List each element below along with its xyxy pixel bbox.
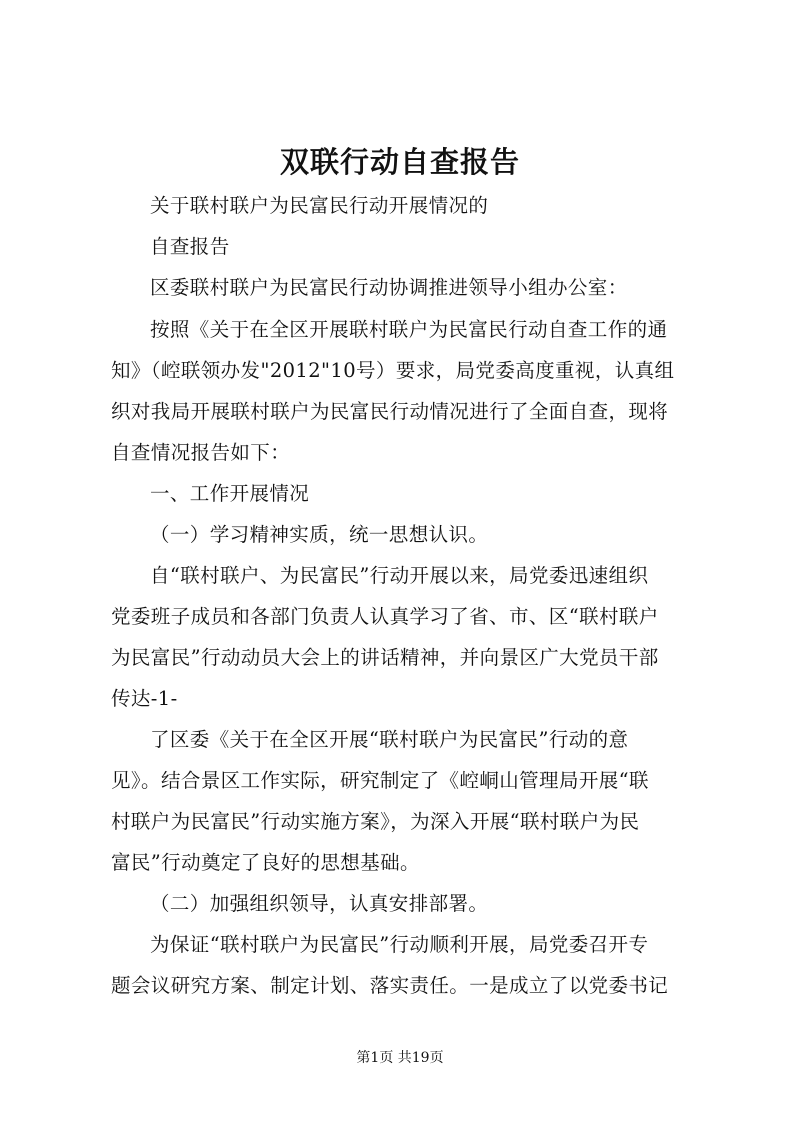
paragraph-line: 了区委《关于在全区开展“联村联户为民富民”行动的意: [150, 728, 629, 751]
paragraph-line: 见》。结合景区工作实际，研究制定了《崆峒山管理局开展“联: [111, 769, 649, 792]
subsection-heading: （一）学习精神实质，统一思想认识。: [150, 523, 489, 546]
paragraph-line: 为保证“联村联户为民富民”行动顺利开展，局党委召开专: [150, 933, 649, 956]
paragraph-line: 村联户为民富民”行动实施方案》，为深入开展“联村联户为民: [111, 810, 640, 833]
page-footer: 第1页 共19页: [356, 1050, 444, 1066]
document-title: 双联行动自查报告: [279, 145, 520, 179]
paragraph-line: 党委班子成员和各部门负责人认真学习了省、市、区“联村联户: [111, 605, 659, 628]
paragraph-line: 为民富民”行动动员大会上的讲话精神，并向景区广大党员干部: [111, 646, 659, 669]
section-heading: 一、工作开展情况: [150, 482, 310, 505]
paragraph-line: 题会议研究方案、制定计划、落实责任。一是成立了以党委书记: [111, 974, 669, 997]
paragraph-line: 富民”行动奠定了良好的思想基础。: [111, 851, 420, 874]
subtitle-line-2: 自查报告: [150, 235, 230, 258]
paragraph-line: 自“联村联户、为民富民”行动开展以来，局党委迅速组织: [150, 564, 649, 587]
paragraph-line: 织对我局开展联村联户为民富民行动情况进行了全面自查，现将: [111, 400, 669, 423]
subsection-heading: （二）加强组织领导，认真安排部署。: [150, 892, 489, 915]
salutation: 区委联村联户为民富民行动协调推进领导小组办公室：: [150, 276, 628, 299]
paragraph-line: 知》（崆联领办发"2012"10号）要求，局党委高度重视，认真组: [111, 359, 675, 382]
subtitle-line-1: 关于联村联户为民富民行动开展情况的: [150, 194, 489, 217]
paragraph-line: 自查情况报告如下：: [111, 441, 291, 464]
paragraph-line: 按照《关于在全区开展联村联户为民富民行动自查工作的通: [150, 318, 668, 341]
paragraph-line: 传达-1-: [111, 687, 178, 710]
